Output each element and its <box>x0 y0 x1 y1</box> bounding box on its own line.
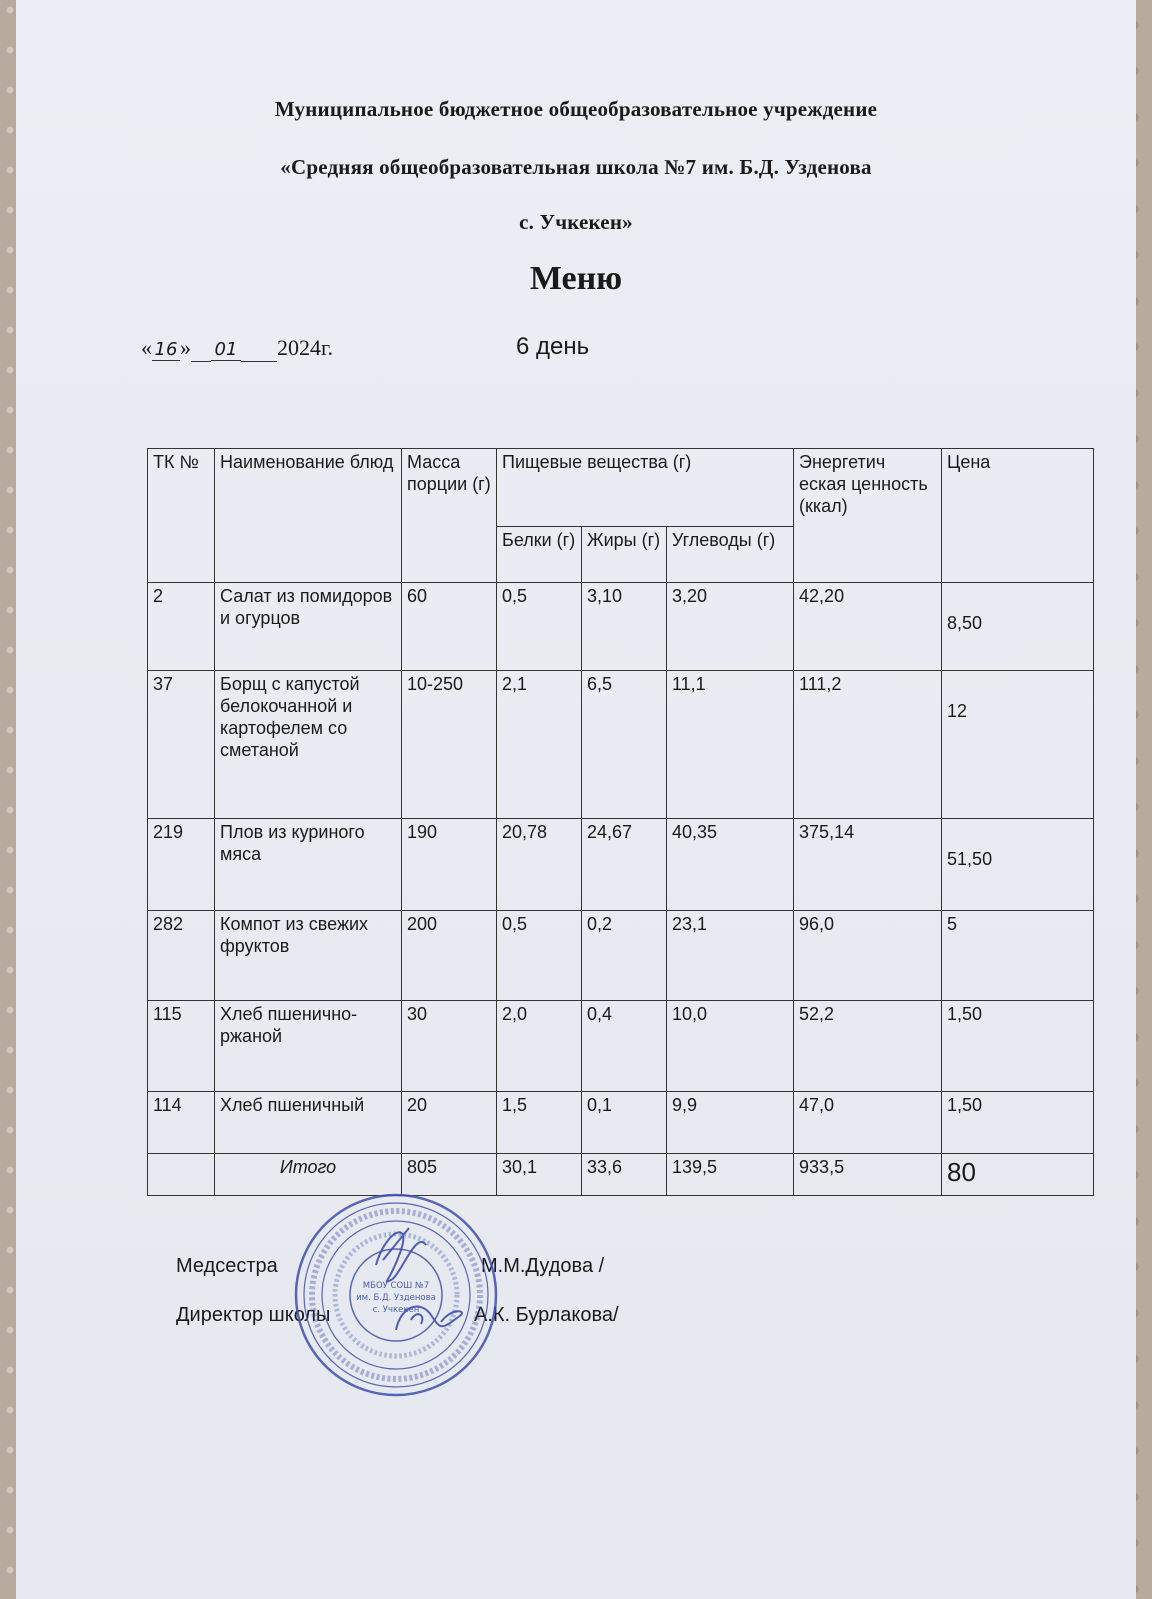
cell-energy: 42,20 <box>794 583 942 671</box>
cell-price: 8,50 <box>942 583 1094 671</box>
header-fat: Жиры (г) <box>582 527 667 583</box>
cell-fat: 3,10 <box>582 583 667 671</box>
cell-price: 5 <box>942 911 1094 1001</box>
cell-tk: 2 <box>148 583 215 671</box>
cell-carbs: 23,1 <box>667 911 794 1001</box>
stamp-line3: с. Учкекен <box>372 1305 420 1315</box>
cell-mass: 200 <box>402 911 497 1001</box>
cell-protein: 2,1 <box>497 671 582 819</box>
village-name: с. Учкекен» <box>519 210 633 234</box>
document-page <box>16 0 1136 1599</box>
cell-mass: 20 <box>402 1092 497 1154</box>
institution-name: Муниципальное бюджетное общеобразовательное учреждение <box>274 97 878 121</box>
header-mass: Масса порции (г) <box>402 449 497 583</box>
director-role: Директор школы <box>176 1304 331 1326</box>
table-row <box>148 1001 1094 1092</box>
cell-mass: 10-250 <box>402 671 497 819</box>
cell-name: Борщ с капустой белокочанной и картофелем со сметаной <box>215 671 402 819</box>
cell-price: 1,50 <box>942 1001 1094 1092</box>
header-price: Цена <box>942 449 1094 583</box>
cell-fat: 6,5 <box>582 671 667 819</box>
day-label: 6 день <box>516 333 590 360</box>
menu-table <box>147 448 1094 1196</box>
cell-mass: 190 <box>402 819 497 911</box>
cell-energy: 96,0 <box>794 911 942 1001</box>
stamp-line2: им. Б.Д. Узденова <box>356 1293 436 1303</box>
header-protein: Белки (г) <box>497 527 582 583</box>
total-energy: 933,5 <box>794 1154 942 1196</box>
total-price: 80 <box>942 1154 1094 1196</box>
cell-energy: 52,2 <box>794 1001 942 1092</box>
date-close-quote: » <box>180 335 191 360</box>
date-line <box>141 335 333 362</box>
cell-carbs: 40,35 <box>667 819 794 911</box>
cell-mass: 30 <box>402 1001 497 1092</box>
cell-fat: 0,4 <box>582 1001 667 1092</box>
cell-mass: 60 <box>402 583 497 671</box>
cell-fat: 0,1 <box>582 1092 667 1154</box>
total-carbs: 139,5 <box>667 1154 794 1196</box>
cell-tk: 114 <box>148 1092 215 1154</box>
header-energy: Энергетич еская ценность (ккал) <box>794 449 942 583</box>
table-row <box>148 671 1094 819</box>
cell-protein: 0,5 <box>497 583 582 671</box>
nurse-name: М.М.Дудова / <box>481 1255 605 1277</box>
official-stamp <box>291 1190 501 1400</box>
cell-tk: 37 <box>148 671 215 819</box>
cell-tk: 219 <box>148 819 215 911</box>
director-name: А.К. Бурлакова/ <box>474 1304 619 1326</box>
page-title: Меню <box>529 260 623 297</box>
cell-carbs: 11,1 <box>667 671 794 819</box>
cell-energy: 111,2 <box>794 671 942 819</box>
stamp-line1: МБОУ СОШ №7 <box>362 1281 430 1291</box>
cell-tk: 115 <box>148 1001 215 1092</box>
date-open-quote: « <box>141 335 152 360</box>
date-day-handwritten: 16 <box>152 339 180 361</box>
cell-protein: 20,78 <box>497 819 582 911</box>
total-mass: 805 <box>402 1154 497 1196</box>
total-fat: 33,6 <box>582 1154 667 1196</box>
cell-protein: 0,5 <box>497 911 582 1001</box>
cell-price: 1,50 <box>942 1092 1094 1154</box>
date-month-handwritten: 01 <box>211 339 241 361</box>
cell-name: Салат из помидоров и огурцов <box>215 583 402 671</box>
nurse-role: Медсестра <box>176 1255 278 1277</box>
total-label: Итого <box>215 1154 402 1196</box>
cell-name: Хлеб пшеничный <box>215 1092 402 1154</box>
cell-tk-empty <box>148 1154 215 1196</box>
date-year: 2024г. <box>277 335 334 360</box>
header-carbs: Углеводы (г) <box>667 527 794 583</box>
header-nutrients: Пищевые вещества (г) <box>497 449 794 527</box>
cell-carbs: 9,9 <box>667 1092 794 1154</box>
cell-energy: 47,0 <box>794 1092 942 1154</box>
cell-name: Хлеб пшенично-ржаной <box>215 1001 402 1092</box>
cell-name: Плов из куриного мяса <box>215 819 402 911</box>
table-row <box>148 1092 1094 1154</box>
header-tk: ТК № <box>148 449 215 583</box>
cell-protein: 2,0 <box>497 1001 582 1092</box>
cell-carbs: 10,0 <box>667 1001 794 1092</box>
table-row <box>148 819 1094 911</box>
cell-price: 51,50 <box>942 819 1094 911</box>
cell-price: 12 <box>942 671 1094 819</box>
cell-protein: 1,5 <box>497 1092 582 1154</box>
table-row <box>148 911 1094 1001</box>
cell-carbs: 3,20 <box>667 583 794 671</box>
cell-tk: 282 <box>148 911 215 1001</box>
table-row <box>148 583 1094 671</box>
cell-fat: 0,2 <box>582 911 667 1001</box>
cell-fat: 24,67 <box>582 819 667 911</box>
total-row <box>148 1154 1094 1196</box>
header-name: Наименование блюд <box>215 449 402 583</box>
total-protein: 30,1 <box>497 1154 582 1196</box>
school-name: «Средняя общеобразовательная школа №7 им. Б.Д. Узденова <box>280 155 872 179</box>
cell-name: Компот из свежих фруктов <box>215 911 402 1001</box>
cell-energy: 375,14 <box>794 819 942 911</box>
